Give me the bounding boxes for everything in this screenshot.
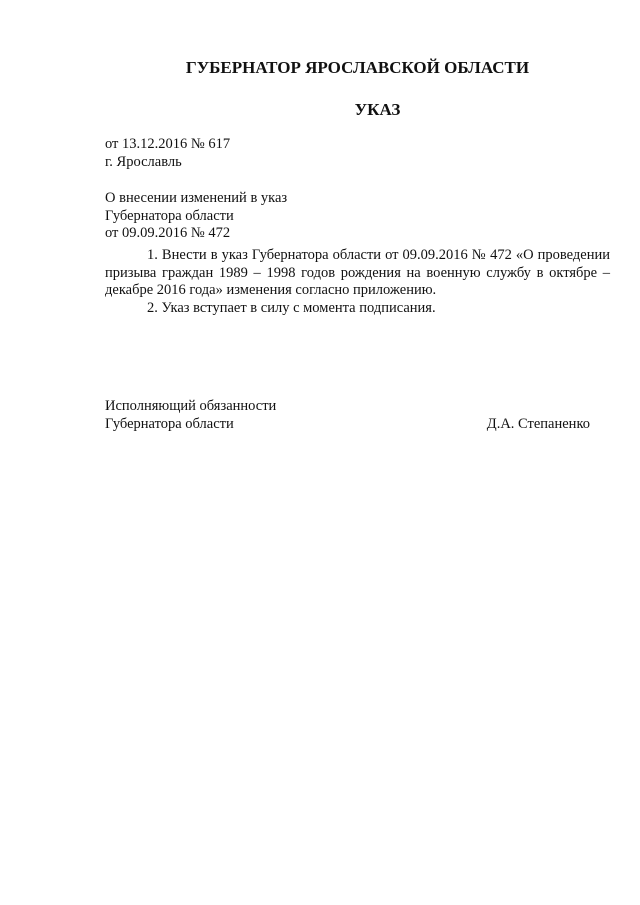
document-title: ГУБЕРНАТОР ЯРОСЛАВСКОЙ ОБЛАСТИ (185, 58, 530, 77)
document-body (105, 247, 610, 317)
signer-position-line-2: Губернатора области (105, 415, 234, 432)
subject-line-1: О внесении изменений в указ (105, 190, 288, 206)
subject-line-2: Губернатора области (105, 207, 234, 224)
signature-row (105, 416, 590, 434)
signer-position-line-1: Исполняющий обязанности (105, 398, 277, 414)
document-meta (105, 136, 230, 171)
document-type: УКАЗ (354, 100, 401, 119)
paragraph-2: 2. Указ вступает в силу с момента подписания. (147, 299, 436, 316)
subject-line-3: от 09.09.2016 № 472 (105, 225, 231, 241)
date-number: от 13.12.2016 № 617 (105, 136, 231, 152)
document-subject (105, 190, 287, 243)
signer-name: Д.А. Степаненко (486, 415, 590, 432)
city: г. Ярославль (105, 153, 182, 170)
signature-block (105, 398, 590, 433)
paragraph-1: 1. Внести в указ Губернатора области от 09.09.2016 № 472 «О проведении призыва граждан 1989 – 1998 годов рождения на военную службу в октябре – декабре 2016 года» изменения согласно приложению. (105, 247, 610, 298)
